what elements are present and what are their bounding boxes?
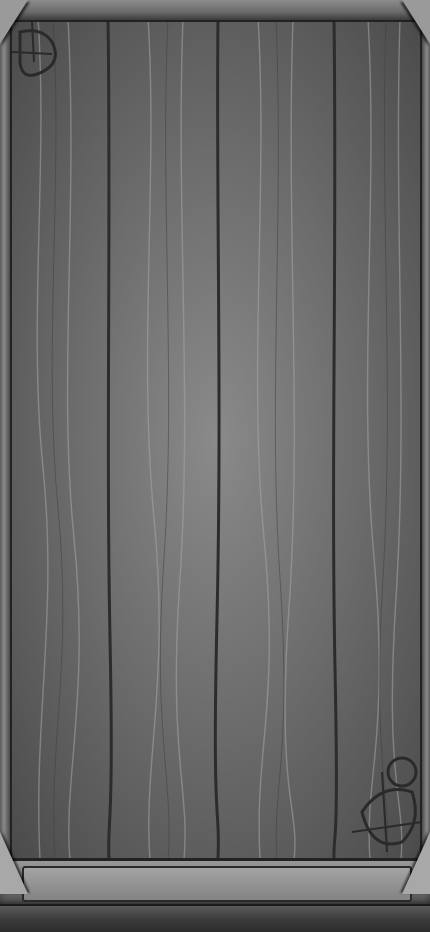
frame-bottom-edge	[0, 904, 430, 932]
wood-grain	[8, 18, 424, 860]
spike-icon	[402, 0, 430, 44]
frame-right	[420, 14, 430, 862]
spike-icon	[0, 832, 28, 894]
frame-bottom-inset	[22, 866, 412, 902]
wood-board	[8, 18, 424, 860]
spike-icon	[0, 0, 28, 44]
frame-top	[0, 0, 430, 22]
spike-icon	[402, 832, 430, 894]
frame-left	[0, 14, 12, 862]
